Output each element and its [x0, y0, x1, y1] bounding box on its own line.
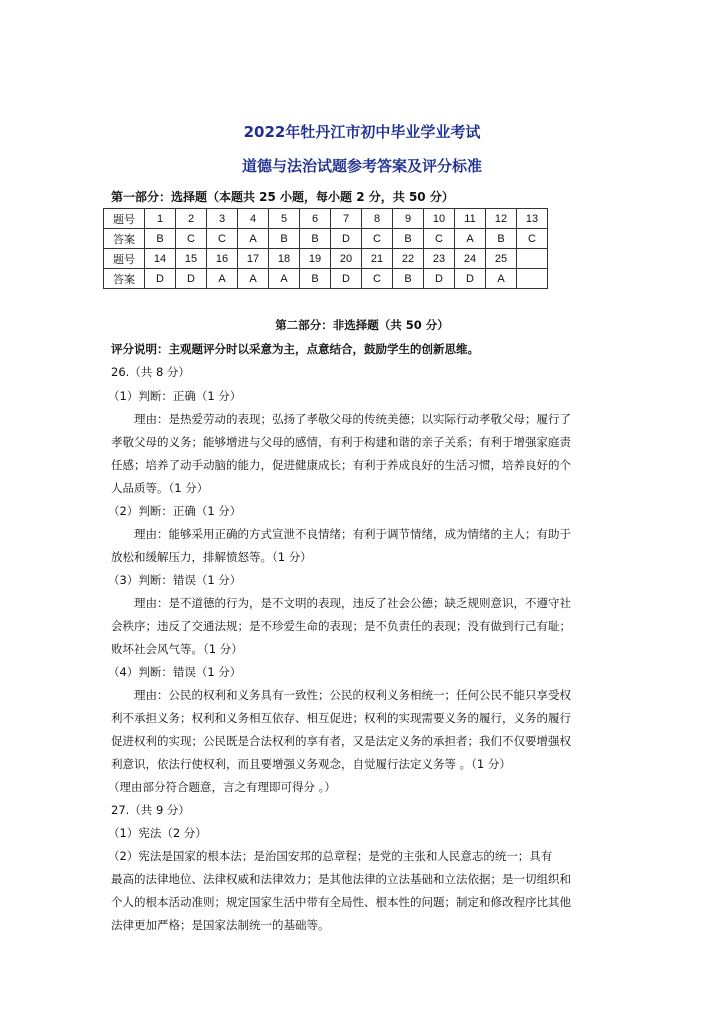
table-cell: D	[424, 269, 455, 289]
table-cell: A	[486, 269, 517, 289]
table-cell: C	[207, 229, 238, 249]
document-title: 2022年牡丹江市初中毕业学业考试	[243, 123, 481, 141]
table-row	[104, 229, 548, 249]
table-cell: B	[300, 229, 331, 249]
table-cell: C	[362, 269, 393, 289]
table-cell: D	[331, 229, 362, 249]
part1-heading: 第一部分：选择题（本题共 25 小题，每小题 2 分，共 50 分）	[111, 190, 454, 204]
text-line: 孝敬父母的义务；能够增进与父母的感情，有利于构建和谐的亲子关系；有利于增强家庭责	[111, 435, 571, 449]
table-cell: 13	[517, 209, 548, 229]
text-line: 败坏社会风气等。（1 分）	[111, 642, 243, 656]
table-cell: 19	[300, 249, 331, 269]
table-row	[104, 269, 548, 289]
table-cell: 3	[207, 209, 238, 229]
answer-table	[103, 208, 548, 289]
answer-judgement: （3）判断：错误（1 分）	[108, 573, 242, 587]
table-cell: 11	[455, 209, 486, 229]
table-cell: B	[393, 229, 424, 249]
table-cell: B	[300, 269, 331, 289]
document-subtitle: 道德与法治试题参考答案及评分标准	[241, 157, 482, 175]
text-line: 任感；培养了动手动脑的能力，促进健康成长；有利于养成良好的生活习惯，培养良好的个	[111, 458, 571, 472]
text-line: 利不承担义务；权利和义务相互依存、相互促进；权利的实现需要义务的履行，义务的履行	[111, 711, 571, 725]
row-label: 题号	[104, 249, 145, 269]
table-cell: 7	[331, 209, 362, 229]
table-cell: C	[362, 229, 393, 249]
scoring-note: 评分说明：主观题评分时以采意为主，点意结合，鼓励学生的创新思维。	[111, 342, 479, 356]
table-cell: 22	[393, 249, 424, 269]
table-cell: 16	[207, 249, 238, 269]
text-line: 理由：是不道德的行为，是不文明的表现，违反了社会公德；缺乏规则意识，不遵守社	[134, 596, 571, 610]
table-row	[104, 249, 548, 269]
table-cell	[517, 269, 548, 289]
table-cell: C	[176, 229, 207, 249]
table-cell: 15	[176, 249, 207, 269]
table-cell: A	[238, 269, 269, 289]
text-line: （理由部分符合题意，言之有理即可得分 。）	[108, 780, 336, 794]
part2-heading: 第二部分：非选择题（共 50 分）	[275, 318, 449, 332]
table-cell: C	[517, 229, 548, 249]
table-cell: 9	[393, 209, 424, 229]
row-label: 答案	[104, 229, 145, 249]
text-line: 理由：是热爱劳动的表现；弘扬了孝敬父母的传统美德；以实际行动孝敬父母；履行了	[134, 412, 571, 426]
table-cell: C	[424, 229, 455, 249]
table-cell: A	[455, 229, 486, 249]
table-cell: 6	[300, 209, 331, 229]
text-line: 促进权利的实现；公民既是合法权利的享有者，又是法定义务的承担者；我们不仅要增强权	[111, 734, 571, 748]
table-cell: 4	[238, 209, 269, 229]
table-cell	[517, 249, 548, 269]
answer-judgement: （1）宪法（2 分）	[108, 826, 207, 840]
table-cell: 25	[486, 249, 517, 269]
table-cell: 24	[455, 249, 486, 269]
table-cell: 18	[269, 249, 300, 269]
table-cell: A	[238, 229, 269, 249]
row-label: 题号	[104, 209, 145, 229]
text-line: 利意识，依法行使权利，而且要增强义务观念，自觉履行法定义务等 。（1 分）	[111, 757, 511, 771]
text-line: 理由：能够采用正确的方式宣泄不良情绪；有利于调节情绪，成为情绪的主人；有助于	[134, 527, 571, 541]
table-cell: B	[393, 269, 424, 289]
text-line: （2）宪法是国家的根本法；是治国安邦的总章程；是党的主张和人民意志的统一；具有	[108, 849, 553, 863]
table-cell: 5	[269, 209, 300, 229]
answer-judgement: （4）判断：错误（1 分）	[108, 665, 242, 679]
table-cell: D	[455, 269, 486, 289]
text-line: 法律更加严格；是国家法制统一的基础等。	[111, 918, 330, 932]
table-cell: 10	[424, 209, 455, 229]
table-cell: A	[269, 269, 300, 289]
table-cell: D	[331, 269, 362, 289]
table-cell: B	[269, 229, 300, 249]
table-cell: D	[145, 269, 176, 289]
table-cell: 2	[176, 209, 207, 229]
text-line: 人品质等。（1 分）	[111, 481, 209, 495]
table-cell: D	[176, 269, 207, 289]
question-heading: 26.（共 8 分）	[111, 365, 190, 379]
row-label: 答案	[104, 269, 145, 289]
table-cell: 20	[331, 249, 362, 269]
table-cell: A	[207, 269, 238, 289]
text-line: 个人的根本活动准则；规定国家生活中带有全局性、根本性的问题；制定和修改程序比其他	[111, 895, 571, 909]
table-cell: 23	[424, 249, 455, 269]
table-cell: 17	[238, 249, 269, 269]
text-line: 放松和缓解压力，排解愤怒等。（1 分）	[111, 550, 312, 564]
table-cell: B	[486, 229, 517, 249]
answer-judgement: （2）判断：正确（1 分）	[108, 504, 242, 518]
text-line: 理由：公民的权利和义务具有一致性；公民的权利义务相统一；任何公民不能只享受权	[134, 688, 571, 702]
table-cell: 21	[362, 249, 393, 269]
text-line: 最高的法律地位、法律权威和法律效力；是其他法律的立法基础和立法依据；是一切组织和	[111, 872, 571, 886]
table-cell: 14	[145, 249, 176, 269]
text-line: 会秩序；违反了交通法规；是不珍爱生命的表现；是不负责任的表现；没有做到行己有耻；	[111, 619, 571, 633]
table-cell: 12	[486, 209, 517, 229]
question-heading: 27.（共 9 分）	[111, 803, 190, 817]
table-cell: B	[145, 229, 176, 249]
answer-judgement: （1）判断：正确（1 分）	[108, 389, 242, 403]
table-cell: 8	[362, 209, 393, 229]
table-cell: 1	[145, 209, 176, 229]
table-row	[104, 209, 548, 229]
